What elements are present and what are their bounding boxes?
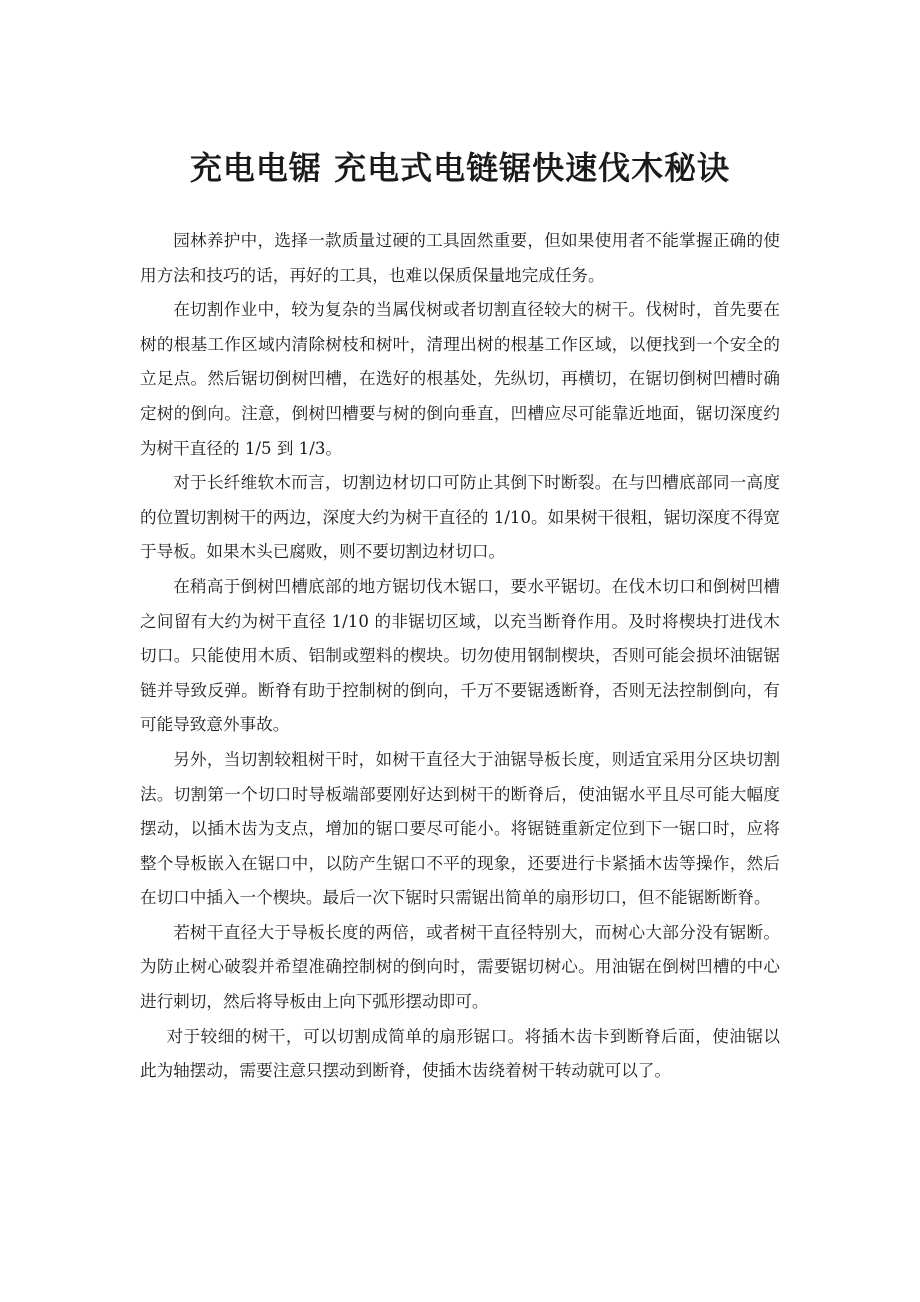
paragraph-sectional-cut: 另外，当切割较粗树干时，如树干直径大于油锯导板长度，则适宜采用分区块切割法。切割第一个切口时导板端部要刚好达到树干的断脊后，使油锯水平且尽可能大幅度摆动，以插木齿为支点，增加的锯口要尽可能小。将锯链重新定位到下一锯口时，应将整个导板嵌入在锯口中，以防产生锯口不平的现象，还要进行卡紧插木齿等操作，然后在切口中插入一个楔块。最后一次下锯时只需锯出简单的扇形切口，但不能锯断断脊。 — [140, 749, 780, 908]
paragraph-sapwood-cut: 对于长纤维软木而言，切割边材切口可防止其倒下时断裂。在与凹槽底部同一高度的位置切割树干的两边，深度大约为树干直径的 1/10。如果树干很粗，锯切深度不得宽于导板。如果木头已腐败，则不要切割边材切口。 — [140, 473, 780, 562]
paragraph-fan-cut: 对于较细的树干，可以切割成简单的扇形锯口。将插木齿卡到断脊后面，使油锯以此为轴摆动，需要注意只摆动到断脊，使插木齿绕着树干转动就可以了。 — [140, 1026, 780, 1081]
document-body — [140, 224, 780, 1089]
paragraph-felling-notch: 在切割作业中，较为复杂的当属伐树或者切割直径较大的树干。伐树时，首先要在树的根基工作区域内清除树枝和树叶，清理出树的根基工作区域，以便找到一个安全的立足点。然后锯切倒树凹槽，在选好的根基处，先纵切，再横切，在锯切倒树凹槽时确定树的倒向。注意，倒树凹槽要与树的倒向垂直，凹槽应尽可能靠近地面，锯切深度约为树干直径的 1/5 到 1/3。 — [140, 300, 780, 458]
paragraph-intro: 园林养护中，选择一款质量过硬的工具固然重要，但如果使用者不能掌握正确的使用方法和技巧的话，再好的工具，也难以保质保量地完成任务。 — [140, 231, 780, 285]
paragraph-heart-cut: 若树干直径大于导板长度的两倍，或者树干直径特别大，而树心大部分没有锯断。为防止树心破裂并希望准确控制树的倒向时，需要锯切树心。用油锯在倒树凹槽的中心进行刺切，然后将导板由上向下弧形摆动即可。 — [140, 922, 780, 1012]
document-title: 充电电锯 充电式电链锯快速伐木秘诀 — [189, 149, 731, 187]
paragraph-felling-cut: 在稍高于倒树凹槽底部的地方锯切伐木锯口，要水平锯切。在伐木切口和倒树凹槽之间留有大约为树干直径 1/10 的非锯切区域，以充当断脊作用。及时将楔块打进伐木切口。只能使用木质、铝制或塑料的楔块。切勿使用钢制楔块，否则可能会损坏油锯锯链并导致反弹。断脊有助于控制树的倒向，千万不要锯透断脊，否则无法控制倒向，有可能导致意外事故。 — [140, 576, 780, 735]
